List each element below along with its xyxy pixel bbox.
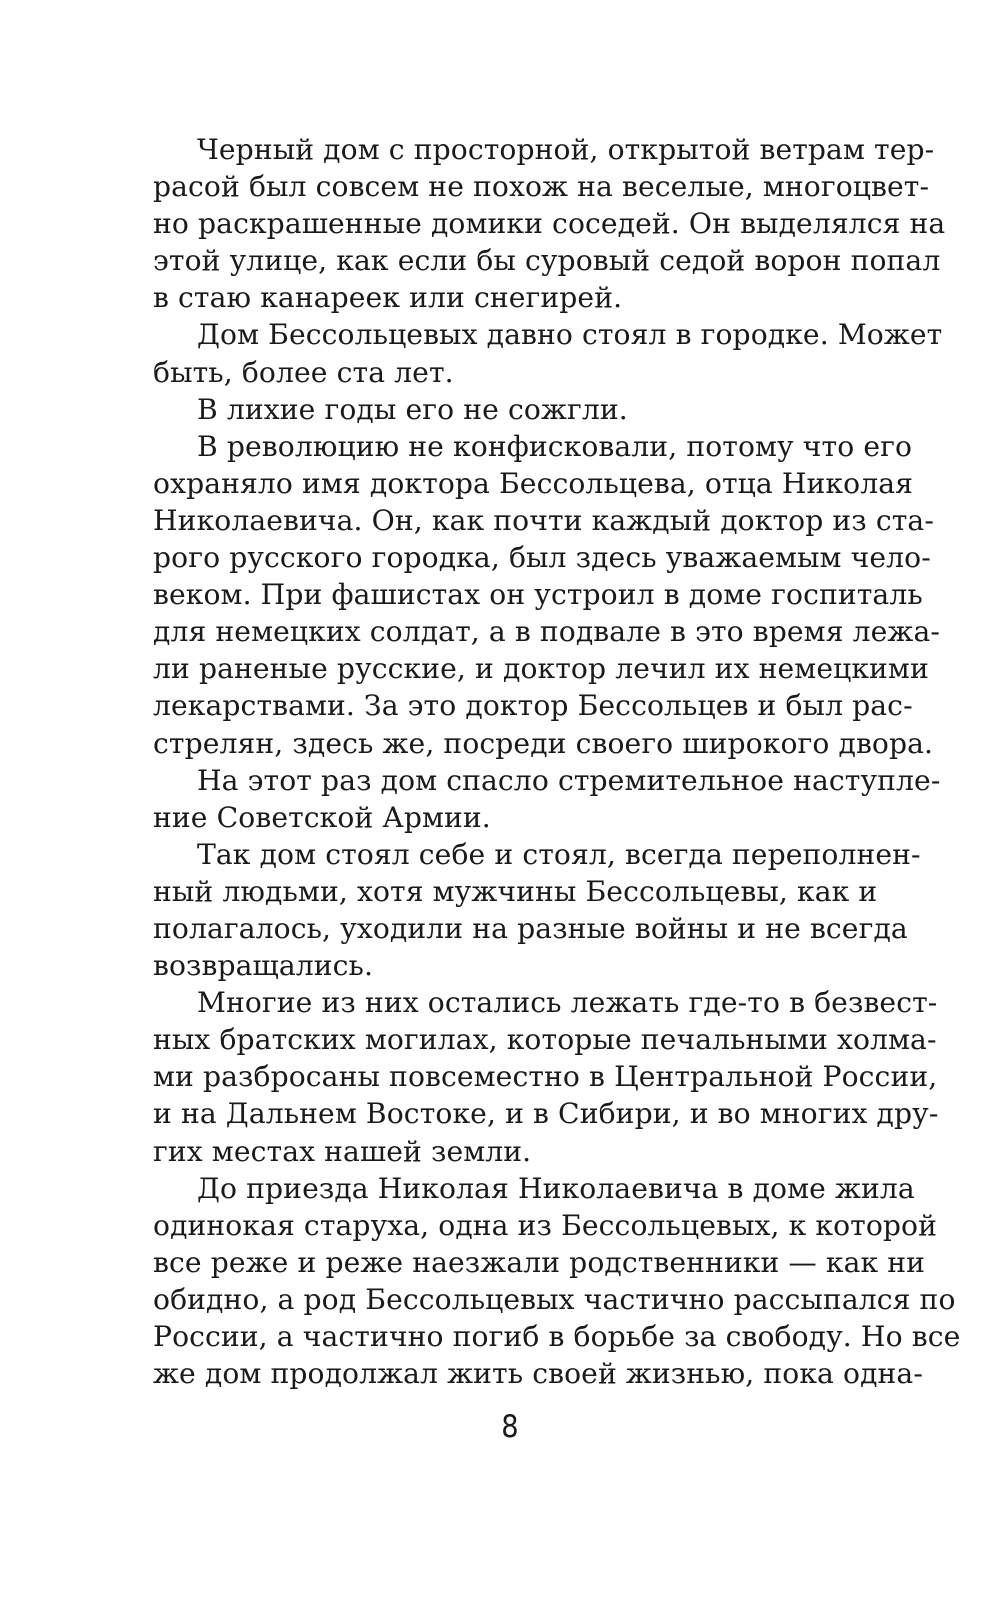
text-line: для немецких солдат, а в подвале в это время лежа- [153,615,940,649]
text-line: возвращались. [153,949,374,983]
text-line: обидно, а род Бессольцевых частично рассыпался по [153,1282,956,1316]
text-line: России, а частично погиб в борьбе за свободу. Но все [153,1320,961,1353]
paragraph [153,391,872,428]
text-line: ный людьми, хотя мужчины Бессольцевы, как и [153,874,878,908]
text-line: но раскрашенные домики соседей. Он выделялся на [153,207,946,241]
text-line: До приезда Николая Николаевича в доме жила [197,1171,915,1205]
text-line: ми разбросаны повсеместно в Центральной России, [153,1060,938,1094]
text-line: быть, более ста лет. [153,355,454,389]
text-line: одинокая старуха, одна из Бессольцевых, к которой [153,1208,938,1242]
text-line: ние Советской Армии. [153,800,491,834]
text-line: Николаевича. Он, как почти каждый доктор из ста- [153,503,934,537]
paragraph [153,131,946,316]
paragraph [153,984,939,1169]
text-line: лекарствами. За это доктор Бессольцев и был рас- [153,689,913,723]
paragraph [153,762,941,836]
paragraph [153,316,943,390]
paragraph [153,1170,961,1393]
text-line: в стаю канареек или снегирей. [153,281,623,315]
text-line: На этот раз дом спасло стремительное наступле- [197,763,941,797]
text-line: и на Дальнем Востоке, и в Сибири, и во многих дру- [153,1097,939,1131]
body-text [153,131,961,1392]
text-line: рого русского городка, был здесь уважаемым чело- [153,541,931,575]
text-line: полагалось, уходили на разные войны и не всегда [153,911,908,945]
text-line: охраняло имя доктора Бессольцева, отца Николая [153,466,913,500]
paragraph [153,428,940,762]
paragraph [153,836,921,984]
text-line: Так дом стоял себе и стоял, всегда переполнен- [197,837,921,871]
text-line: же дом продолжал жить своей жизнью, пока одна- [153,1357,923,1391]
text-line: Дом Бессольцевых давно стоял в городке. Может [197,318,943,352]
text-line: все реже и реже наезжали родственники — как ни [153,1245,926,1279]
text-line: В революцию не конфисковали, потому что его [197,429,913,463]
text-line: стрелян, здесь же, посреди своего широкого двора. [153,726,934,760]
text-line: ли раненые русские, и доктор лечил их немецкими [153,652,929,686]
page-number: 8 [501,1409,519,1445]
text-line: ных братских могилах, которые печальными холма- [153,1023,937,1057]
text-line: В лихие годы его не сожгли. [197,392,628,426]
text-line: гих местах нашей земли. [153,1134,532,1168]
text-line: расой был совсем не похож на веселые, многоцвет- [153,170,930,204]
text-line: этой улице, как если бы суровый седой ворон попал [153,244,941,278]
text-line: Черный дом с просторной, открытой ветрам тер- [197,133,935,166]
text-line: Многие из них остались лежать где-то в безвест- [197,986,938,1020]
text-line: веком. При фашистах он устроил в доме госпиталь [153,578,923,612]
